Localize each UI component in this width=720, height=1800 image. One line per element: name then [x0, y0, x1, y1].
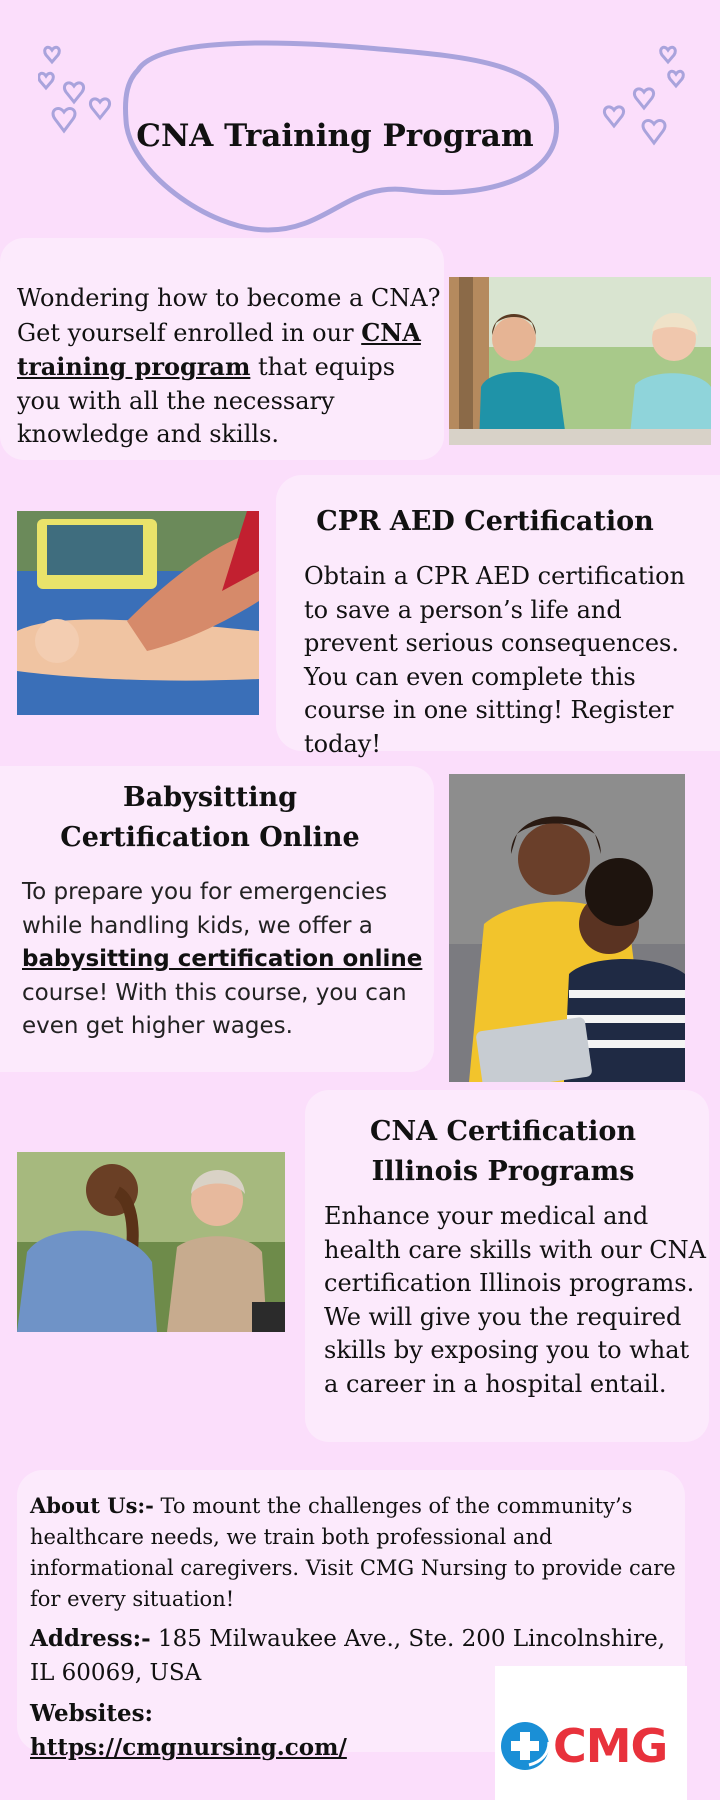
cna-training-program-link[interactable]: CNA training program: [17, 317, 421, 381]
heart-outline-icon: [661, 47, 676, 62]
heart-outline-icon: [39, 73, 54, 88]
babysitting-text: To prepare you for emergencies while handling kids, we offer a babysitting certification online course! With this course, you can even get higher wages.: [22, 879, 423, 1039]
heart-outline-icon: [634, 89, 653, 108]
hearts-right-decoration: [596, 40, 686, 160]
heart-outline-icon: [669, 71, 684, 86]
address-text: Address:- 185 Milwaukee Ave., Ste. 200 Lincolnshire, IL 60069, USA: [30, 1625, 666, 1686]
nurse-elderly-woman-photo: [17, 1152, 285, 1332]
heart-outline-icon: [45, 47, 60, 62]
website-line: Websites: https://cmgnursing.com/: [30, 1700, 347, 1761]
babysitting-certification-link[interactable]: babysitting certification online: [22, 946, 423, 972]
illinois-text: Enhance your medical and health care skills with our CNA certification Illinois programs. We will give you the required skills by exposing you to what a career in a hospital entail.: [324, 1202, 706, 1398]
cpr-title: CPR AED Certification: [316, 506, 654, 537]
caregiver-elderly-photo: [449, 277, 711, 445]
heart-outline-icon: [643, 120, 665, 143]
mother-daughter-tablet-photo: [449, 774, 685, 1082]
page-title: CNA Training Program: [136, 118, 534, 154]
babysitting-title: Babysitting Certification Online: [60, 782, 360, 853]
heart-outline-icon: [64, 83, 83, 102]
cpr-training-photo: [17, 511, 259, 715]
about-us-text: About Us:- To mount the challenges of the community’s healthcare needs, we train both professional and informational caregivers. Visit CMG Nursing to provide care for every situation!: [30, 1493, 676, 1611]
website-link[interactable]: https://cmgnursing.com/: [30, 1734, 347, 1761]
cmg-logo[interactable]: [495, 1666, 687, 1800]
illinois-title: CNA Certification Illinois Programs: [369, 1116, 637, 1187]
hearts-left-decoration: [38, 40, 128, 150]
intro-text: Wondering how to become a CNA? Get yourself enrolled in our CNA training program that equips you with all the necessary knowledge and skills.: [17, 284, 441, 448]
medical-cross-icon: [499, 1720, 551, 1772]
cpr-text: Obtain a CPR AED certification to save a person’s life and prevent serious consequences. You can even complete this course in one sitting! Register today!: [304, 562, 686, 758]
logo-text: CMG: [553, 1719, 668, 1773]
heart-outline-icon: [53, 108, 75, 131]
heart-outline-icon: [604, 107, 623, 126]
heart-outline-icon: [90, 99, 109, 118]
